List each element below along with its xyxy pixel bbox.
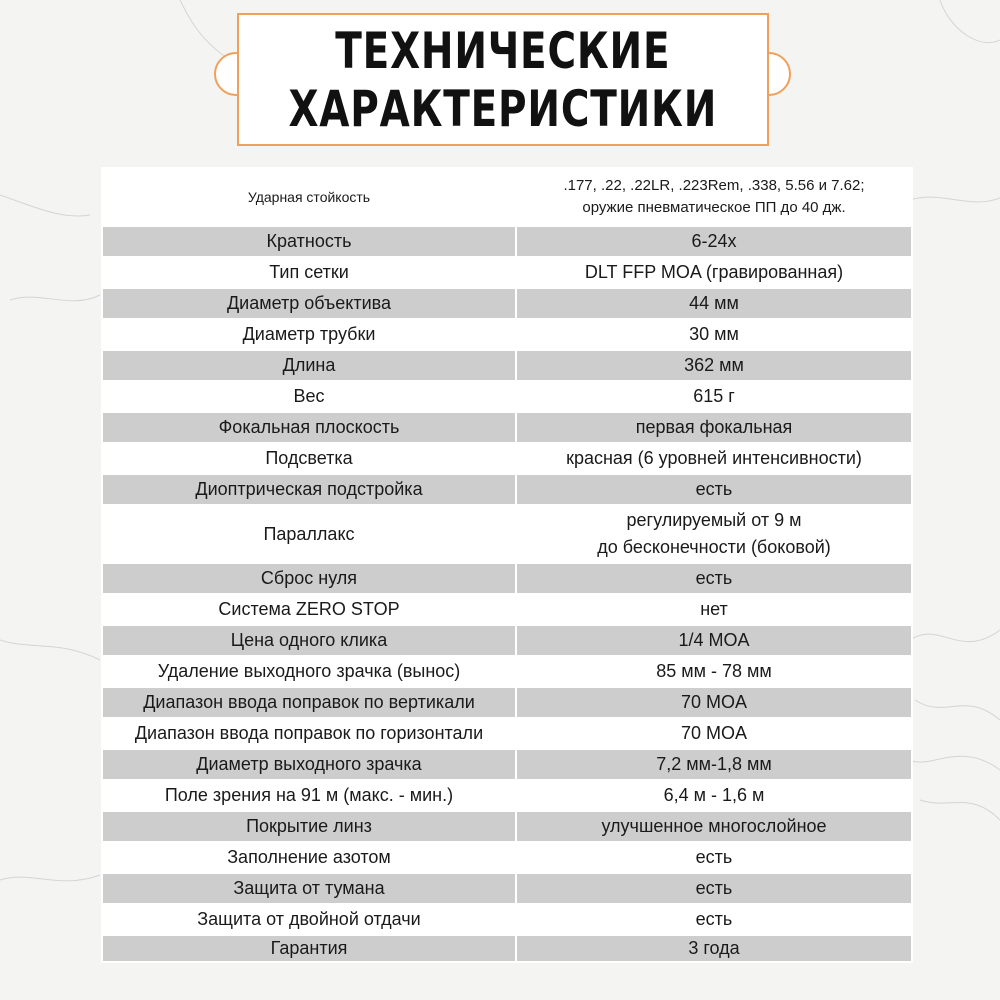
spec-name: Тип сетки — [102, 257, 516, 288]
spec-name: Сброс нуля — [102, 563, 516, 594]
spec-name: Диаметр трубки — [102, 319, 516, 350]
spec-row — [102, 718, 912, 749]
spec-name: Подсветка — [102, 443, 516, 474]
spec-value — [516, 935, 912, 962]
spec-row — [102, 226, 912, 257]
spec-name: Фокальная плоскость — [102, 412, 516, 443]
spec-row — [102, 749, 912, 780]
spec-value — [516, 749, 912, 780]
spec-name: Удаление выходного зрачка (вынос) — [102, 656, 516, 687]
spec-value — [516, 904, 912, 935]
spec-name: Гарантия — [102, 935, 516, 962]
spec-value-line: нет — [700, 599, 728, 619]
spec-row — [102, 350, 912, 381]
spec-value-line: есть — [695, 568, 733, 588]
spec-name: Покрытие линз — [102, 811, 516, 842]
spec-value-line: красная (6 уровней интенсивности) — [566, 448, 862, 468]
spec-value-line: регулируемый от 9 м — [626, 510, 802, 530]
spec-row — [102, 257, 912, 288]
spec-value — [516, 842, 912, 873]
spec-value-line: оружие пневматическое ПП до 40 дж. — [582, 199, 846, 216]
spec-value-line: улучшенное многослойное — [601, 816, 827, 836]
spec-row — [102, 412, 912, 443]
title-frame — [237, 13, 769, 146]
spec-value-line: есть — [695, 878, 733, 898]
spec-row — [102, 842, 912, 873]
spec-value-line: 44 мм — [689, 293, 739, 313]
spec-value-line: есть — [695, 479, 733, 499]
spec-name: Система ZERO STOP — [102, 594, 516, 625]
spec-name: Цена одного клика — [102, 625, 516, 656]
spec-name: Диаметр объектива — [102, 288, 516, 319]
spec-value-line: есть — [695, 847, 733, 867]
spec-value-line: 3 года — [688, 938, 740, 958]
spec-value-line: 30 мм — [689, 324, 739, 344]
spec-value — [516, 656, 912, 687]
spec-value — [516, 505, 912, 563]
spec-row — [102, 811, 912, 842]
spec-value-line: до бесконечности (боковой) — [597, 537, 831, 557]
spec-name: Защита от тумана — [102, 873, 516, 904]
specifications-table-body — [102, 168, 912, 962]
spec-value — [516, 350, 912, 381]
spec-row — [102, 625, 912, 656]
spec-row — [102, 594, 912, 625]
spec-name: Заполнение азотом — [102, 842, 516, 873]
spec-row — [102, 563, 912, 594]
spec-value — [516, 412, 912, 443]
spec-value-line: 6-24x — [691, 231, 737, 251]
spec-value — [516, 443, 912, 474]
spec-value-line: 70 MOA — [680, 692, 748, 712]
spec-value-line: первая фокальная — [635, 417, 793, 437]
spec-name: Кратность — [102, 226, 516, 257]
spec-value-line: 85 мм - 78 мм — [656, 661, 772, 681]
spec-value — [516, 687, 912, 718]
spec-row — [102, 873, 912, 904]
spec-row — [102, 687, 912, 718]
spec-value — [516, 257, 912, 288]
spec-row — [102, 656, 912, 687]
spec-row — [102, 935, 912, 962]
spec-row — [102, 780, 912, 811]
spec-row — [102, 474, 912, 505]
spec-row — [102, 904, 912, 935]
spec-name: Длина — [102, 350, 516, 381]
spec-value-line: DLT FFP MOA (гравированная) — [584, 262, 844, 282]
spec-value — [516, 288, 912, 319]
spec-name: Параллакс — [102, 505, 516, 563]
page-title-line-2: ХАРАКТЕРИСТИКИ — [288, 79, 718, 138]
spec-value-line: 1/4 MOA — [678, 630, 750, 650]
spec-value — [516, 780, 912, 811]
spec-value — [516, 226, 912, 257]
spec-value — [516, 811, 912, 842]
spec-row — [102, 319, 912, 350]
spec-value-line: .177, .22, .22LR, .223Rem, .338, 5.56 и 7.62; — [563, 177, 865, 194]
spec-row — [102, 505, 912, 563]
spec-value — [516, 718, 912, 749]
spec-value-line: 362 мм — [684, 355, 744, 375]
spec-value — [516, 474, 912, 505]
spec-value — [516, 625, 912, 656]
specifications-table — [101, 167, 913, 963]
spec-row — [102, 443, 912, 474]
spec-value-line: есть — [695, 909, 733, 929]
spec-name: Ударная стойкость — [102, 168, 516, 226]
spec-name: Вес — [102, 381, 516, 412]
spec-value — [516, 168, 912, 226]
spec-value — [516, 594, 912, 625]
spec-row — [102, 168, 912, 226]
spec-name: Поле зрения на 91 м (макс. - мин.) — [102, 780, 516, 811]
spec-value — [516, 381, 912, 412]
spec-name: Диапазон ввода поправок по вертикали — [102, 687, 516, 718]
spec-name: Диаметр выходного зрачка — [102, 749, 516, 780]
spec-row — [102, 288, 912, 319]
spec-name: Диоптрическая подстройка — [102, 474, 516, 505]
spec-value-line: 70 MOA — [680, 723, 748, 743]
spec-row — [102, 381, 912, 412]
spec-value-line: 615 г — [693, 386, 735, 406]
spec-value-line: 6,4 м - 1,6 м — [663, 785, 765, 805]
spec-name: Диапазон ввода поправок по горизонтали — [102, 718, 516, 749]
spec-value-line: 7,2 мм-1,8 мм — [656, 754, 772, 774]
page-title-line-1: ТЕХНИЧЕСКИЕ — [335, 21, 671, 80]
spec-value — [516, 563, 912, 594]
spec-value — [516, 873, 912, 904]
spec-value — [516, 319, 912, 350]
spec-name: Защита от двойной отдачи — [102, 904, 516, 935]
